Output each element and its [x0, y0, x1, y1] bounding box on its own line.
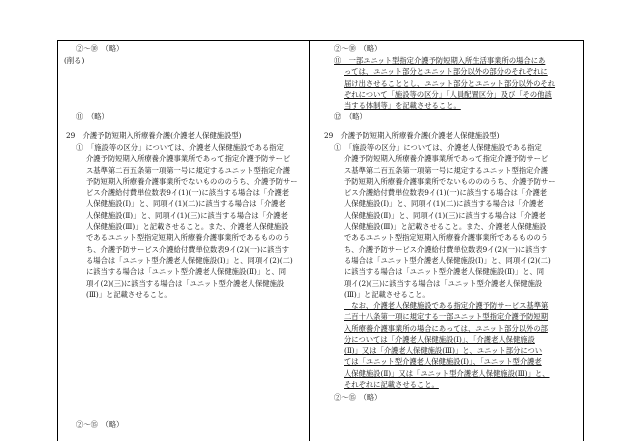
left-para-line: であるユニット型指定短期入所療養介護事業所であるもののう	[86, 233, 291, 243]
right-added-line: (Ⅱ)」又は「介護老人保健施設(Ⅲ)」と、ユニット部分につい	[344, 346, 543, 356]
right-item-11	[334, 55, 555, 111]
right-para-line: 人保健施設(Ⅰ)」と、同項イ(1)(二)に該当する場合は「介護老	[344, 199, 544, 209]
right-section-heading: 29 介護予防短期入所療養介護(介護老人保健施設型)	[324, 131, 500, 140]
left-para-line: ① 「施設等の区分」については、介護老人保健施設である指定	[76, 143, 284, 152]
right-added-line: なお、介護老人保健施設である指定介護予防サービス基準第	[344, 301, 549, 310]
right-para-line: 人保健施設(Ⅱ)」と、同項イ(1)(三)に該当する場合は「介護老	[344, 210, 546, 220]
right-item-11-line: ⑪ 一部ユニット型指定介護予防短期入所生活事業所の場合にあ	[334, 56, 546, 65]
left-para-line: 人保健施設(Ⅲ)」と記載させること。また、介護老人保健施設	[86, 222, 289, 232]
left-item-2-15: ②～⑮ （略）	[76, 420, 124, 429]
right-para-line: ち、介護予防サービス介護給付費単位数表9イ(2)(一)に該当す	[344, 244, 548, 254]
left-item-2-10: ②～⑩ （略）	[76, 44, 124, 53]
right-added-line: 人保健施設(Ⅱ)」又は「ユニット型介護老人保健施設(Ⅲ)」と、	[344, 368, 550, 378]
left-para-line: ビス介護給付費単位数表9イ(1)(一)に該当する場合は「介護老	[86, 188, 290, 198]
left-para-line: (Ⅲ)」と記載させること。	[86, 289, 172, 299]
right-added-paragraph	[344, 300, 550, 390]
right-para-line: 項イ(2)(三)に該当する場合は「ユニット型介護老人保健施設	[344, 278, 543, 288]
right-para-line: 介護予防短期入所療養介護事業所であって指定介護予防サービ	[344, 154, 549, 164]
right-item-11-line: っては、ユニット部分とユニット部分以外の部分のそれぞれに	[344, 67, 548, 77]
left-para-line: 予防短期入所療養介護事業所でないものののうち、介護予防サー	[86, 176, 298, 186]
left-paragraph-1	[76, 142, 298, 300]
right-item-2-10: ②～⑩ （略）	[334, 44, 382, 53]
right-para-line: ビス介護給付費単位数表9イ(1)(一)に該当する場合は「介護老	[344, 188, 548, 198]
right-para-line: であるユニット型指定短期入所療養介護事業所であるもののう	[344, 233, 549, 243]
right-added-line: 入所療養介護事業所の場合にあっては、ユニット部分以外の部	[344, 323, 548, 333]
right-item-11-line: 当する体制等」を記載させること。	[344, 101, 461, 111]
left-para-line: 人保健施設(Ⅰ)」と、同項イ(1)(二)に該当する場合は「介護老	[86, 199, 286, 209]
right-para-line: ① 「施設等の区分」については、介護老人保健施設である指定	[334, 143, 542, 152]
left-para-line: に該当する場合は「ユニット型介護老人保健施設(Ⅱ)」と、同	[86, 267, 287, 277]
left-deleted-note: (削る)	[64, 56, 85, 65]
right-para-line: 人保健施設(Ⅲ)」と記載させること。また、介護老人保健施設	[344, 222, 547, 232]
right-item-11-line: 届け出させることとし、ユニット部分とユニット部分以外のそれ	[344, 78, 556, 88]
right-item-11-line: ぞれについて「施設等の区分」「人員配置区分」及び「その他該	[344, 89, 552, 99]
left-para-line: る場合は「ユニット型介護老人保健施設(Ⅰ)」と、同項イ(2)(二)	[86, 255, 293, 265]
left-para-line: ち、介護予防サービス介護給付費単位数表9イ(2)(一)に該当す	[86, 244, 290, 254]
right-para-line: 予防短期入所療養介護事業所でないものののうち、介護予防サー	[344, 176, 556, 186]
right-para-line: に該当する場合は「ユニット型介護老人保健施設(Ⅱ)」と、同	[344, 267, 545, 277]
left-para-line: 項イ(2)(三)に該当する場合は「ユニット型介護老人保健施設	[86, 278, 285, 288]
right-added-line: それぞれに記載させること。	[344, 380, 439, 390]
right-para-line: る場合は「ユニット型介護老人保健施設(Ⅰ)」と、同項イ(2)(二)	[344, 255, 551, 265]
right-item-12: ⑫ （略）	[334, 112, 367, 121]
right-item-2-15: ②～⑮ （略）	[334, 393, 382, 402]
right-added-line: 二百十八条第一項に規定する一部ユニット型指定介護予防短期	[344, 312, 549, 322]
right-para-line: ス基準第二百五条第一項第一号に規定するユニット型指定介護	[344, 165, 549, 175]
left-para-line: 介護予防短期入所療養介護事業所であって指定介護予防サービ	[86, 154, 291, 164]
left-para-line: 人保健施設(Ⅱ)」と、同項イ(1)(三)に該当する場合は「介護老	[86, 210, 288, 220]
right-added-line: ては「ユニット型介護老人保健施設(Ⅰ)」、「ユニット型介護老	[344, 357, 542, 367]
left-item-11: ⑪ （略）	[76, 112, 109, 121]
right-para-line: (Ⅲ)」と記載させること。	[344, 289, 430, 299]
right-added-line: 分については「介護老人保健施設(Ⅰ)」、「介護老人保健施設	[344, 334, 535, 344]
right-paragraph-1	[334, 142, 556, 300]
left-section-heading: 29 介護予防短期入所療養介護(介護老人保健施設型)	[66, 131, 242, 140]
left-para-line: ス基準第二百五条第一項第一号に規定するユニット型指定介護	[86, 165, 291, 175]
